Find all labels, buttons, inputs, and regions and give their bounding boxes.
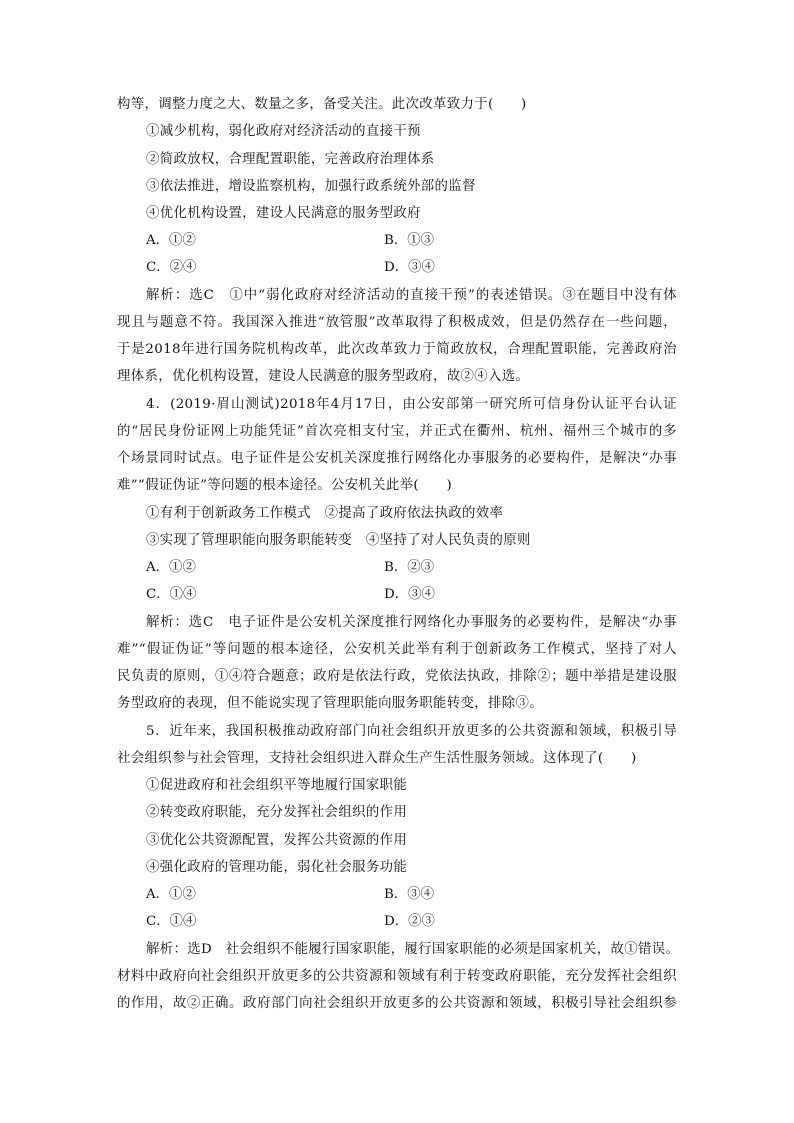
q4-analysis-line-1: 解析：选C 电子证件是公安机关深度推行网络化办事服务的必要构件，是解决“办事 <box>146 615 677 630</box>
q3-option-c: C．②④ <box>146 260 197 275</box>
q5-analysis-line-2: 材料中政府向社会组织开放更多的公共资源和领域有利于转变政府职能，充分发挥社会组织 <box>117 969 677 984</box>
q5-item-1: ①促进政府和社会组织平等地履行国家职能 <box>146 778 408 793</box>
q5-analysis-line-1: 解析：选D 社会组织不能履行国家职能，履行国家职能的必须是国家机关，故①错误。 <box>146 942 680 957</box>
q4-option-d: D．③④ <box>384 587 435 602</box>
q5-stem-line-2: 社会组织参与社会管理，支持社会组织进入群众生产生活性服务领域。这体现了( ) <box>117 751 637 766</box>
q5-item-2: ②转变政府职能，充分发挥社会组织的作用 <box>146 805 408 820</box>
q3-option-b: B．①③ <box>384 233 435 248</box>
q5-option-c: C．①④ <box>146 914 197 929</box>
q3-item-1: ①减少机构，弱化政府对经济活动的直接干预 <box>146 124 421 139</box>
q5-item-3: ③优化公共资源配置，发挥公共资源的作用 <box>146 833 408 848</box>
q3-item-2: ②简政放权，合理配置职能，完善政府治理体系 <box>146 152 435 167</box>
q4-stem-line-1: 4．(2019·眉山测试)2018年4月17日，由公安部第一研究所可信身份认证平台认证 <box>146 397 677 412</box>
q4-analysis-line-2: 难”“假证伪证”等问题的根本途径，公安机关此举有利于创新政务工作模式，坚持了对人 <box>117 642 677 657</box>
q5-option-a: A．①② <box>146 887 196 902</box>
q3-item-4: ④优化机构设置，建设人民满意的服务型政府 <box>146 206 421 221</box>
q4-items-line-1: ①有利于创新政务工作模式 ②提高了政府依法执政的效率 <box>146 506 504 521</box>
q3-option-d: D．③④ <box>384 260 435 275</box>
q4-analysis-line-4: 务型政府的表现，但不能说实现了管理职能向服务职能转变，排除③。 <box>117 696 543 711</box>
q4-option-b: B．②③ <box>384 560 435 575</box>
q4-option-a: A．①② <box>146 560 196 575</box>
q4-option-c: C．①④ <box>146 587 197 602</box>
q3-analysis-line-2: 现且与题意不符。我国深入推进“放管服”改革取得了积极成效，但是仍然存在一些问题， <box>117 315 677 330</box>
q5-option-b: B．③④ <box>384 887 435 902</box>
q4-stem-line-4: 难”“假证伪证”等问题的根本途径。公安机关此举( ) <box>117 478 453 493</box>
q3-item-3: ③依法推进，增设监察机构，加强行政系统外部的监督 <box>146 179 476 194</box>
q3-analysis-line-1: 解析：选C ①中“弱化政府对经济活动的直接干预”的表述错误。③在题目中没有体 <box>146 288 677 303</box>
q3-stem-tail: 构等，调整力度之大、数量之多，备受关注。此次改革致力于( ) <box>117 97 527 112</box>
q4-stem-line-2: 的“居民身份证网上功能凭证”首次亮相支付宝，并正式在衢州、杭州、福州三个城市的多 <box>117 424 677 439</box>
q4-analysis-line-3: 民负责的原则，①④符合题意；政府是依法行政，党依法执政，排除②；题中举措是建设服 <box>117 669 677 684</box>
q5-item-4: ④强化政府的管理功能，弱化社会服务功能 <box>146 860 408 875</box>
q4-stem-line-3: 个场景同时试点。电子证件是公安机关深度推行网络化办事服务的必要构件，是解决“办事 <box>117 451 677 466</box>
q5-stem-line-1: 5．近年来，我国积极推动政府部门向社会组织开放更多的公共资源和领域，积极引导 <box>146 724 677 739</box>
q5-analysis-line-3: 的作用，故②正确。政府部门向社会组织开放更多的公共资源和领域，积极引导社会组织参 <box>117 996 677 1011</box>
q5-option-d: D．②③ <box>384 914 435 929</box>
q4-items-line-2: ③实现了管理职能向服务职能转变 ④坚持了对人民负责的原则 <box>146 533 531 548</box>
q3-analysis-line-4: 理体系，优化机构设置，建设人民满意的服务型政府，故②④入选。 <box>117 369 530 384</box>
q3-option-a: A．①② <box>146 233 196 248</box>
q3-analysis-line-3: 于是2018年进行国务院机构改革，此次改革致力于简政放权，合理配置职能，完善政府治 <box>117 342 677 357</box>
